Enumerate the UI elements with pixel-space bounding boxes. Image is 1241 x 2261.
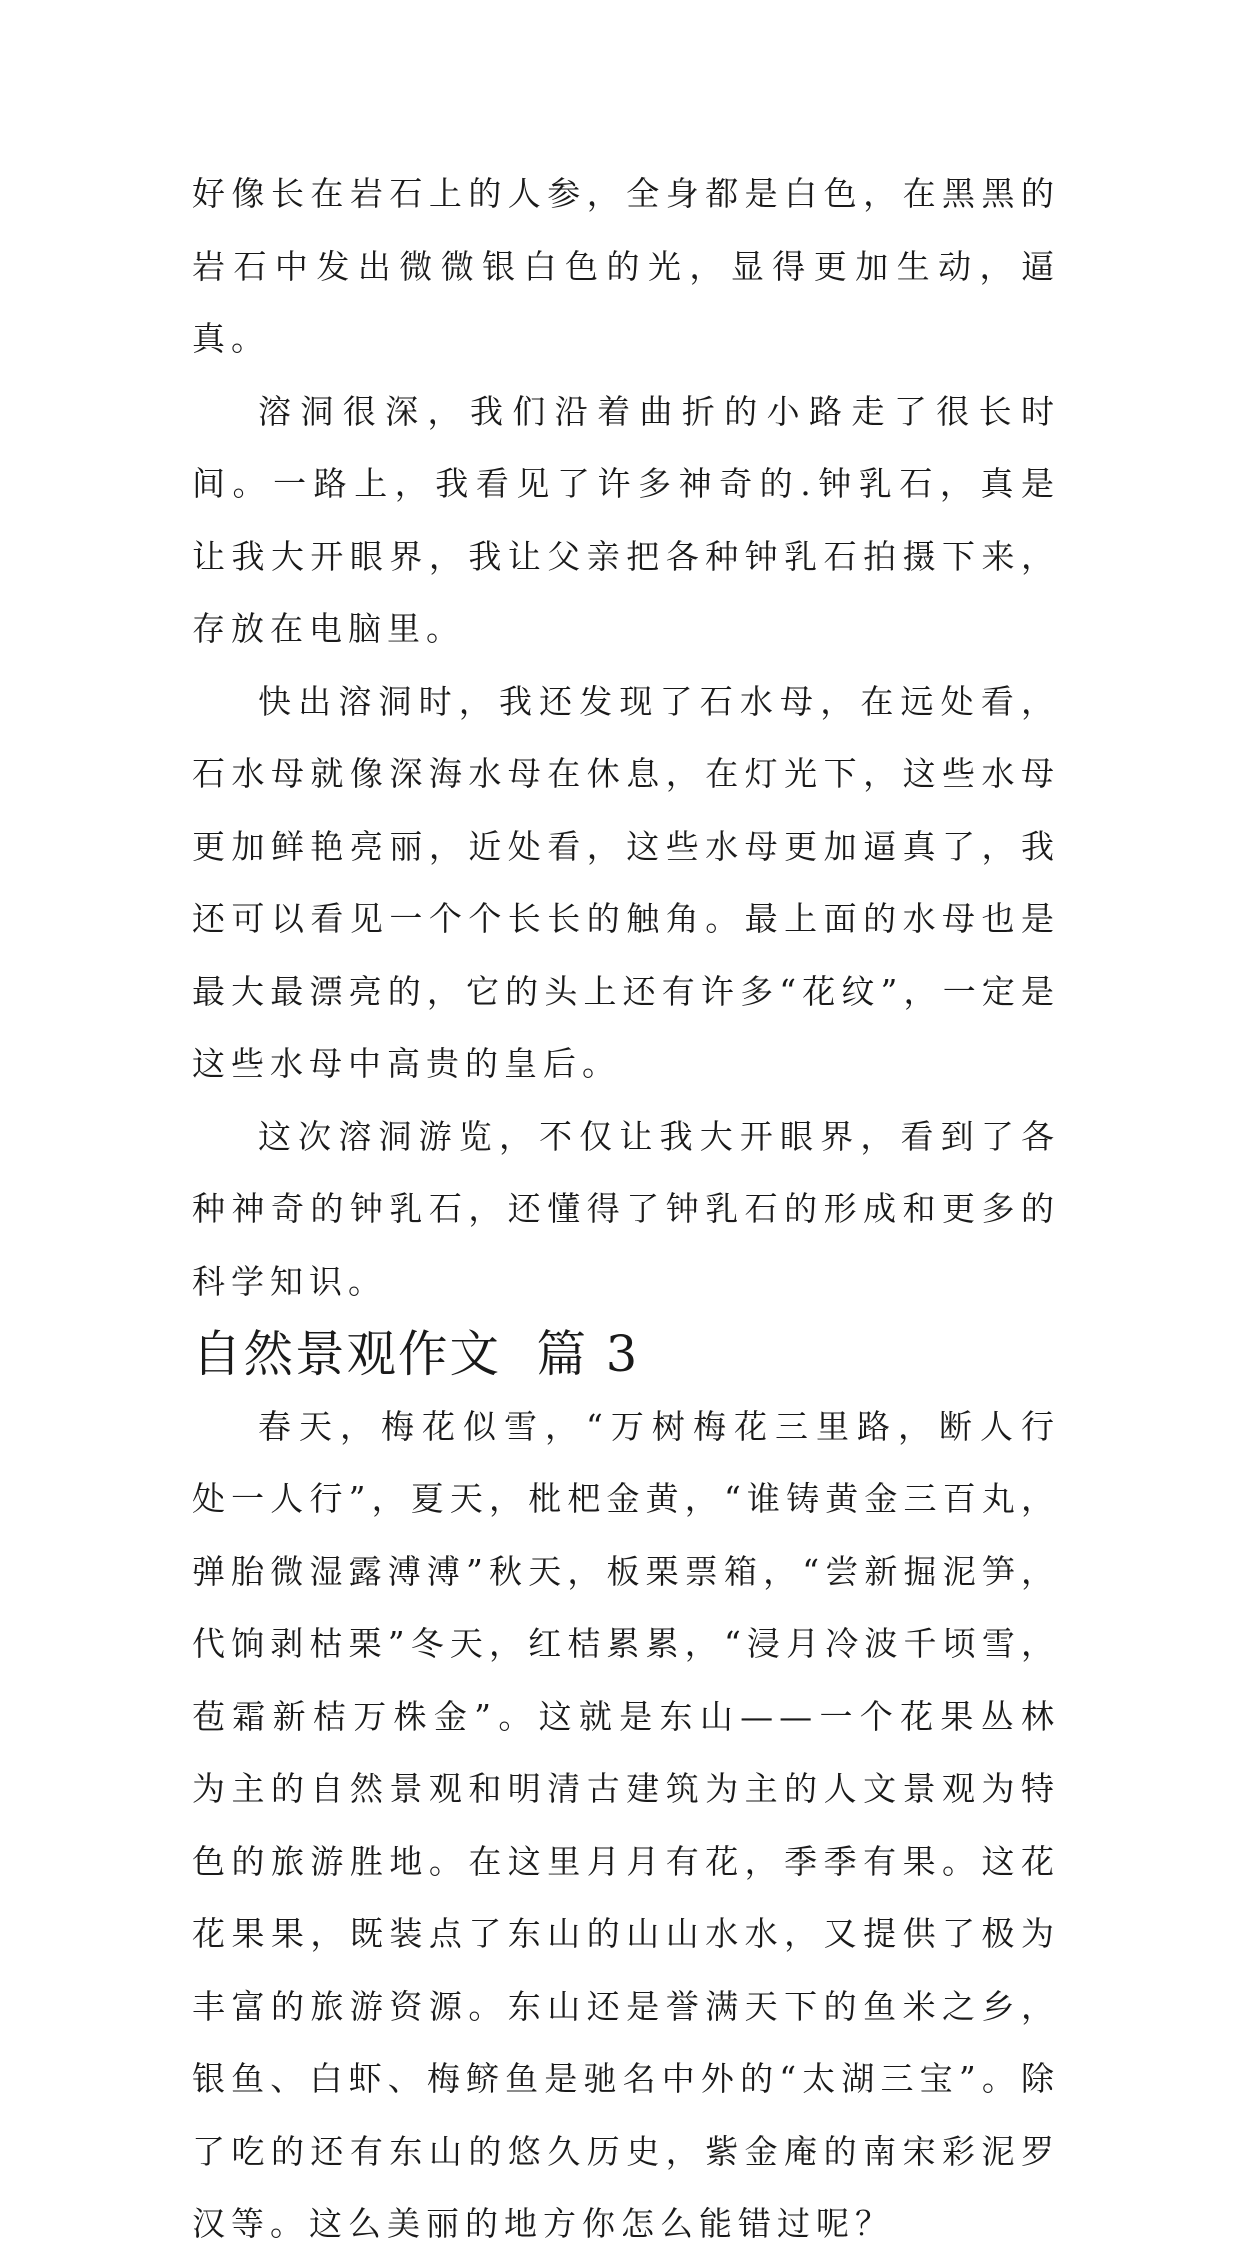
paragraph-cave-path: 溶洞很深，我们沿着曲折的小路走了很长时间。一路上，我看见了许多神奇的.钟乳石，真是让我大开眼界，我让父亲把各种钟乳石拍摄下来，存放在电脑里。 — [192, 391, 1060, 648]
paragraph-dongshan-seasons: 春天，梅花似雪，“万树梅花三里路，断人行处一人行”，夏天，枇杷金黄，“谁铸黄金三百丸，弹胎微湿露溥溥”秋天，板栗票箱，“尝新掘泥笋，代饷剥枯栗”冬天，红桔累累，“浸月冷波千顷雪，苞霜新桔万株金”。这就是东山——一个花果丛林为主的自然景观和明清古建筑为主的人文景观为特色的旅游胜地。在这里月月有花，季季有果。这花花果果，既装点了东山的山山水水，又提供了极为丰富的旅游资源。东山还是誉满天下的鱼米之乡，银鱼、白虾、梅鲚鱼是驰名中外的“太湖三宝”。除了吃的还有东山的悠久历史，紫金庵的南宋彩泥罗汉等。这么美丽的地方你怎么能错过呢？ — [192, 1406, 1060, 2243]
paragraph-stone-jellyfish: 快出溶洞时，我还发现了石水母，在远处看，石水母就像深海水母在休息，在灯光下，这些水母更加鲜艳亮丽，近处看，这些水母更加逼真了，我还可以看见一个个长长的触角。最上面的水母也是最大最漂亮的，它的头上还有许多“花纹”，一定是这些水母中高贵的皇后。 — [192, 681, 1060, 1083]
paragraph-cave-conclusion: 这次溶洞游览，不仅让我大开眼界，看到了各种神奇的钟乳石，还懂得了钟乳石的形成和更多的科学知识。 — [192, 1116, 1060, 1301]
document-body — [192, 158, 1060, 2261]
paragraph-continuation: 好像长在岩石上的人参，全身都是白色，在黑黑的岩石中发出微微银白色的光，显得更加生动，逼真。 — [192, 174, 1060, 358]
section-heading: 自然景观作文 篇 3 — [192, 1325, 640, 1383]
